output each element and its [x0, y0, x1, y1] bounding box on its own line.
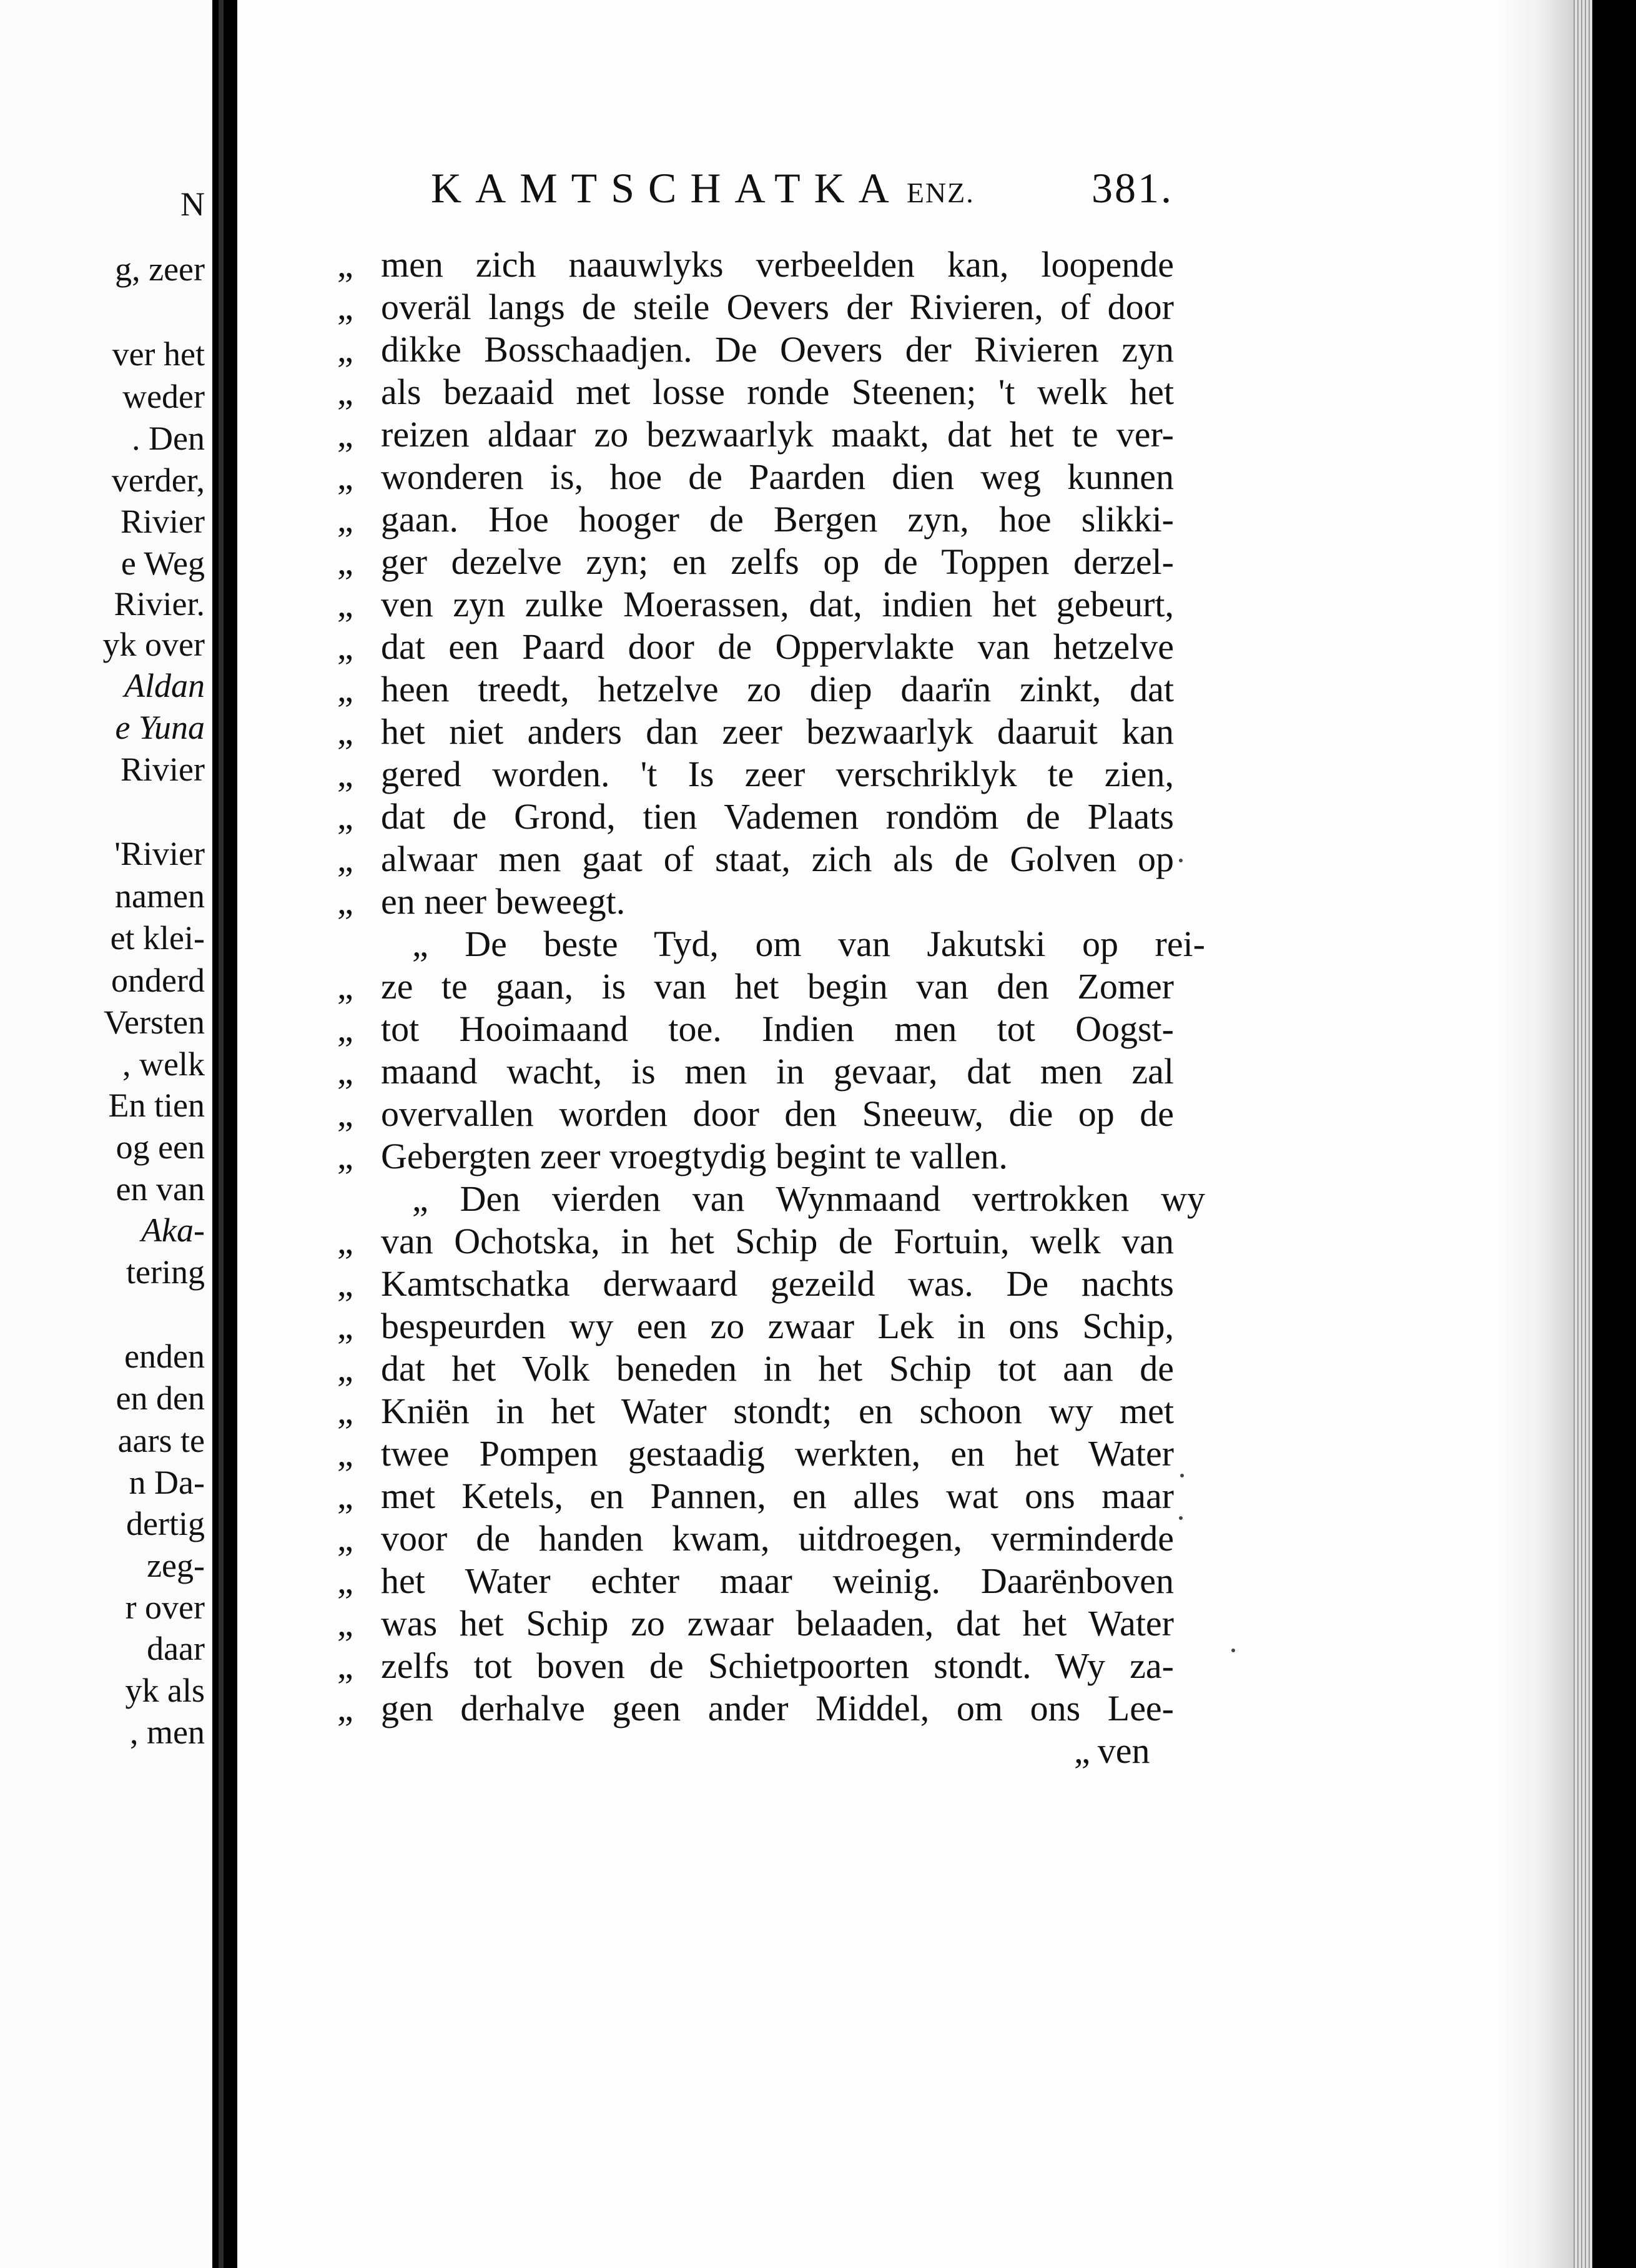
gutter-line [219, 0, 224, 2268]
quote-mark: „ [337, 881, 355, 922]
quote-mark: „ [337, 1645, 355, 1686]
left-fragment: Aldan [124, 667, 205, 704]
text-line [337, 796, 1174, 837]
ink-speck [1180, 1474, 1184, 1477]
page-edge-stack [1574, 0, 1592, 2268]
quote-mark: „ [337, 754, 355, 794]
line-text: dikke Bosschaadjen. De Oevers der Rivieren zyn [381, 329, 1174, 370]
line-text: zelfs tot boven de Schietpoorten stondt. Wy za- [381, 1645, 1174, 1686]
text-line [337, 711, 1174, 752]
quote-mark: „ [337, 796, 355, 837]
quote-mark: „ [337, 1093, 355, 1134]
line-text: wonderen is, hoe de Paarden dien weg kunnen [381, 456, 1174, 497]
text-line [337, 626, 1174, 667]
line-text: reizen aldaar zo bezwaarlyk maakt, dat het te ver- [381, 414, 1174, 455]
left-fragment: Rivier. [114, 585, 205, 623]
text-line [337, 501, 1174, 538]
left-fragment: tering [126, 1253, 205, 1291]
text-line [337, 841, 1174, 877]
line-text: „ Den vierden van Wynmaand vertrokken wy [412, 1178, 1205, 1219]
line-text: als bezaaid met losse ronde Steenen; 't welk het [381, 372, 1174, 412]
quote-mark: „ [337, 244, 355, 285]
left-fragment: yk als [125, 1672, 205, 1709]
line-text: van Ochotska, in het Schip de Fortuin, welk van [381, 1221, 1174, 1261]
left-fragment: r over [125, 1589, 205, 1626]
text-line [337, 374, 1174, 410]
text-line [337, 1560, 1174, 1601]
line-text: Kniën in het Water stondt; en schoon wy met [381, 1391, 1174, 1431]
left-fragment: . Den [132, 420, 205, 457]
line-text: „ De beste Tyd, om van Jakutski op rei- [412, 924, 1205, 964]
left-fragment: n Da- [129, 1464, 205, 1501]
left-fragment: daar [147, 1630, 205, 1667]
left-fragment: Rivier [121, 503, 205, 540]
left-fragment: 'Rivier [114, 835, 205, 872]
text-line [337, 756, 1174, 792]
text-line [337, 1178, 1205, 1219]
left-fragment: ver het [112, 335, 205, 373]
left-fragment: , welk [122, 1045, 205, 1083]
quote-mark: „ [337, 1051, 355, 1092]
text-line [337, 1093, 1174, 1134]
text-line [337, 289, 1174, 325]
quote-mark: „ [337, 1688, 355, 1728]
quote-mark: „ [1074, 1730, 1091, 1771]
text-line [337, 966, 1174, 1007]
quote-mark: „ [337, 1603, 355, 1644]
left-fragment: weder [122, 378, 205, 415]
ink-speck [1179, 859, 1183, 862]
text-line [337, 1645, 1174, 1686]
catchword-text: ven [1097, 1730, 1150, 1771]
line-text: alwaar men gaat of staat, zich als de Golven op [381, 839, 1174, 879]
text-line [337, 541, 1174, 582]
quote-mark: „ [337, 626, 355, 667]
text-line [337, 1138, 1174, 1175]
left-fragment: en van [116, 1170, 205, 1208]
quote-mark: „ [337, 541, 355, 582]
quote-mark: „ [337, 1518, 355, 1559]
line-text: het Water echter maar weinig. Daarënboven [381, 1560, 1174, 1601]
text-line [337, 1053, 1174, 1090]
line-text: twee Pompen gestaadig werkten, en het Water [381, 1433, 1174, 1474]
text-line [337, 671, 1174, 708]
line-text: gen derhalve geen ander Middel, om ons Lee- [381, 1688, 1174, 1728]
line-text: bespeurden wy een zo zwaar Lek in ons Schip, [381, 1306, 1174, 1346]
quote-mark: „ [337, 711, 355, 752]
left-fragment: e Weg [121, 545, 205, 582]
catchword [1074, 1730, 1150, 1771]
left-fragment: Versten [104, 1003, 205, 1041]
quote-mark: „ [337, 1221, 355, 1261]
line-text: maand wacht, is men in gevaar, dat men zal [381, 1051, 1174, 1092]
text-line [337, 881, 1174, 922]
quote-mark: „ [337, 1136, 355, 1176]
left-fragment: namen [115, 877, 205, 915]
text-line [337, 586, 1174, 623]
left-fragment: Rivier [121, 751, 205, 788]
line-text: Gebergten zeer vroegtydig begint te vallen. [381, 1136, 1008, 1176]
left-fragment: g, zeer [115, 250, 205, 288]
text-line [337, 1263, 1174, 1304]
page-number: 381. [1091, 164, 1173, 212]
quote-mark: „ [337, 1476, 355, 1516]
quote-mark: „ [337, 456, 355, 497]
left-fragment: N [180, 185, 205, 223]
quote-mark: „ [337, 839, 355, 879]
line-text: ger dezelve zyn; en zelfs op de Toppen derzel- [381, 541, 1174, 582]
line-text: gaan. Hoe hooger de Bergen zyn, hoe slikki- [381, 499, 1174, 540]
quote-mark: „ [337, 1433, 355, 1474]
line-text: dat de Grond, tien Vademen rondöm de Plaats [381, 796, 1174, 837]
quote-mark: „ [337, 584, 355, 624]
text-line [337, 1393, 1174, 1429]
line-text: dat het Volk beneden in het Schip tot aan de [381, 1348, 1174, 1389]
line-text: met Ketels, en Pannen, en alles wat ons maar [381, 1476, 1174, 1516]
left-fragment: En tien [108, 1087, 205, 1124]
quote-mark: „ [337, 1391, 355, 1431]
line-text: Kamtschatka derwaard gezeild was. De nachts [381, 1263, 1174, 1304]
text-line [337, 1308, 1174, 1344]
text-line [337, 244, 1174, 285]
left-fragment: dertig [126, 1505, 205, 1542]
quote-mark: „ [337, 287, 355, 327]
running-head-title: KAMTSCHATKA [431, 164, 903, 212]
left-fragment: Aka- [141, 1211, 205, 1249]
left-page-fragment [0, 0, 212, 2268]
line-text: voor de handen kwam, uitdroegen, verminderde [381, 1518, 1174, 1559]
text-line [337, 1348, 1174, 1389]
line-text: ven zyn zulke Moerassen, dat, indien het gebeurt, [381, 584, 1174, 624]
quote-mark: „ [337, 329, 355, 370]
quote-mark: „ [337, 1263, 355, 1304]
left-fragment: verder, [111, 461, 205, 499]
quote-mark: „ [337, 1560, 355, 1601]
line-text: gered worden. 't Is zeer verschriklyk te zien, [381, 754, 1174, 794]
left-fragment: onderd [111, 962, 205, 999]
text-line [337, 1605, 1174, 1642]
text-line [337, 1690, 1174, 1727]
quote-mark: „ [337, 669, 355, 709]
text-line [337, 456, 1174, 497]
line-text: overäl langs de steile Oevers der Rivieren, of door [381, 287, 1174, 327]
line-text: men zich naauwlyks verbeelden kan, loopende [381, 244, 1174, 285]
quote-mark: „ [337, 966, 355, 1007]
line-text: dat een Paard door de Oppervlakte van hetzelve [381, 626, 1174, 667]
text-line [337, 329, 1174, 370]
ink-speck [1231, 1649, 1235, 1652]
quote-mark: „ [337, 372, 355, 412]
text-line [337, 1478, 1174, 1514]
line-text: het niet anders dan zeer bezwaarlyk daaruit kan [381, 711, 1174, 752]
quote-mark: „ [337, 1008, 355, 1049]
gutter-shadow [212, 0, 237, 2268]
quote-mark: „ [337, 1306, 355, 1346]
running-head-suffix: ENZ. [906, 177, 975, 209]
text-line [337, 1518, 1174, 1559]
text-line [337, 1433, 1174, 1474]
line-text: overvallen worden door den Sneeuw, die op de [381, 1093, 1174, 1134]
left-fragment: e Yuna [115, 709, 205, 746]
line-text: heen treedt, hetzelve zo diep daarïn zinkt, dat [381, 669, 1174, 709]
text-line [337, 1223, 1174, 1260]
line-text: was het Schip zo zwaar belaaden, dat het Water [381, 1603, 1174, 1644]
left-fragment: en den [116, 1379, 205, 1417]
quote-mark: „ [337, 1348, 355, 1389]
left-fragment: enden [124, 1338, 205, 1375]
ink-speck [1179, 1516, 1183, 1520]
left-fragment: zeg- [147, 1547, 205, 1584]
quote-mark: „ [337, 414, 355, 455]
quote-mark: „ [337, 499, 355, 540]
line-text: en neer beweegt. [381, 881, 626, 922]
left-fragment: et klei- [110, 919, 205, 957]
running-head [431, 164, 975, 213]
left-fragment: yk over [102, 626, 205, 663]
left-fragment: , men [130, 1713, 205, 1751]
line-text: ze te gaan, is van het begin van den Zomer [381, 966, 1174, 1007]
line-text: tot Hooimaand toe. Indien men tot Oogst- [381, 1008, 1174, 1049]
left-fragment: og een [116, 1128, 205, 1166]
text-line [337, 924, 1205, 964]
text-line [337, 1008, 1174, 1049]
left-fragment: aars te [117, 1422, 205, 1459]
text-line [337, 414, 1174, 455]
